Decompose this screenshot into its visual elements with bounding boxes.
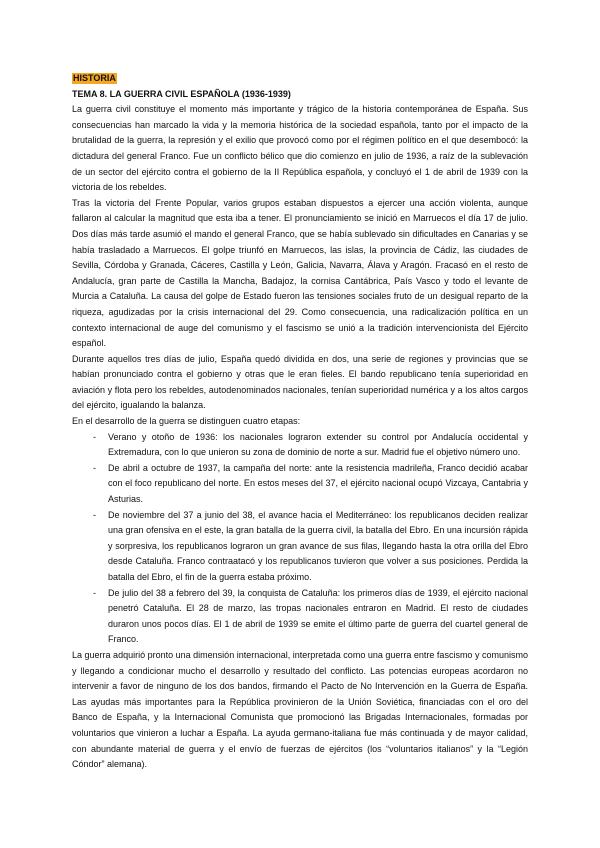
stage-text: De noviembre del 37 a junio del 38, el avance hacia el Mediterráneo: los republicanos deciden realizar una gran ofensiva en el este, la gran batalla de la guerra civil, la batalla del Ebro. En una incursión rápida y sorpresiva, los republicanos lograron un gran avance de sus filas, llegando hasta la otra orilla del Ebro desde Cataluña. Franco contraatacó y los republicanos tuvieron que volver a sus posiciones. Perdida la batalla del Ebro, el fin de la guerra estaba próximo. bbox=[108, 509, 528, 582]
bullet-dash: - bbox=[93, 509, 96, 520]
list-item bbox=[72, 461, 528, 508]
stage-text: De abril a octubre de 1937, la campaña del norte: ante la resistencia madrileña, Franco decidió acabar con el foco republicano del norte. En estos meses del 37, el ejército nacional ocupó Vizcaya, Cantabria y Asturias. bbox=[108, 462, 528, 505]
document-page bbox=[72, 71, 528, 773]
document-title: TEMA 8. LA GUERRA CIVIL ESPAÑOLA (1936-1939) bbox=[72, 88, 291, 99]
paragraph-international: La guerra adquirió pronto una dimensión internacional, interpretada como una guerra entre fascismo y comunismo y llegando a condicionar mucho el desarrollo y resultado del conflicto. Las potencias europeas acordaron no intervenir a favor de ninguno de los dos bandos, firmando el Pacto de No Intervención en la Guerra de España. Las ayudas más importantes para la República provinieron de la Unión Soviética, financiadas con el oro del Banco de España, y la Internacional Comunista que promocionó las Brigadas Internacionales, formadas por voluntarios que vinieron a luchar a España. La ayuda germano-italiana fue más continuada y de mayor calidad, con abundante material de guerra y el envío de fuerzas de ejércitos (los “voluntarios italianos” y la “Legión Cóndor” alemana). bbox=[72, 649, 528, 770]
stage-text: Verano y otoño de 1936: los nacionales lograron extender su control por Andalucía occidental y Extremadura, con lo que unieron su zona de dominio de norte a sur. Madrid fue el objetivo número uno. bbox=[108, 431, 528, 458]
subject-highlight: HISTORIA bbox=[73, 73, 116, 83]
bullet-dash: - bbox=[93, 462, 96, 473]
list-item bbox=[72, 586, 528, 648]
paragraph-outbreak: Tras la victoria del Frente Popular, varios grupos estaban dispuestos a ejercer una acción violenta, aunque fallaron al calcular la magnitud que esta iba a tener. El pronunciamiento se inició en Marruecos el día 17 de julio. Dos días más tarde asumió el mando el general Franco, que se había sublevado sin dificultades en Canarias y se había trasladado a Marruecos. El golpe triunfó en Marruecos, las islas, la provincia de Cádiz, las ciudades de Sevilla, Córdoba y Granada, Cáceres, Castilla y León, Galicia, Navarra, Álava y Aragón. Fracasó en el resto de Andalucía, gran parte de Castilla la Mancha, Badajoz, la cornisa Cantábrica, País Vasco y todo el levante de Murcia a Cataluña. La causa del golpe de Estado fueron las tensiones sociales fruto de un desigual reparto de la riqueza, agudizadas por la crisis internacional del 29. Como consecuencia, una radicalización política en un contexto internacional de auge del comunismo y el fascismo se unió a la tradición intervencionista del Ejército español. bbox=[72, 197, 528, 349]
stage-text: De julio del 38 a febrero del 39, la conquista de Cataluña: los primeros días de 1939, el ejército nacional penetró Cataluña. El 28 de marzo, las tropas nacionales entraron en Madrid. El resto de ciudades duraron unos pocos días. El 1 de abril de 1939 se emite el último parte de guerra del cuartel general de Franco. bbox=[108, 587, 528, 645]
paragraph-intro: La guerra civil constituye el momento más importante y trágico de la historia contemporánea de España. Sus consecuencias han marcado la vida y la memoria histórica de la sociedad española, tanto por el impacto de la brutalidad de la guerra, la represión y el exilio que provocó como por el régimen político en el que desembocó: la dictadura del general Franco. Fue un conflicto bélico que dio comienzo en julio de 1936, a raíz de la sublevación de un sector del ejército contra el gobierno de la II República española, y concluyó el 1 de abril de 1939 con la victoria de los rebeldes. bbox=[72, 104, 528, 193]
paragraph-division: Durante aquellos tres días de julio, España quedó dividida en dos, una serie de regiones y provincias que se habían pronunciado contra el gobierno y otras que le eran fieles. El bando republicano tenía superioridad en aviación y flota pero los rebeldes, autodenominados nacionales, tenían superioridad numérica y a los altos cargos del ejército, igualando la balanza. bbox=[72, 353, 528, 411]
bullet-dash: - bbox=[93, 431, 96, 442]
paragraph-stages-intro: En el desarrollo de la guerra se distinguen cuatro etapas: bbox=[72, 416, 301, 427]
list-item bbox=[72, 508, 528, 586]
stages-list bbox=[72, 430, 528, 648]
subject-label bbox=[72, 71, 528, 87]
list-item bbox=[72, 430, 528, 461]
bullet-dash: - bbox=[93, 587, 96, 598]
